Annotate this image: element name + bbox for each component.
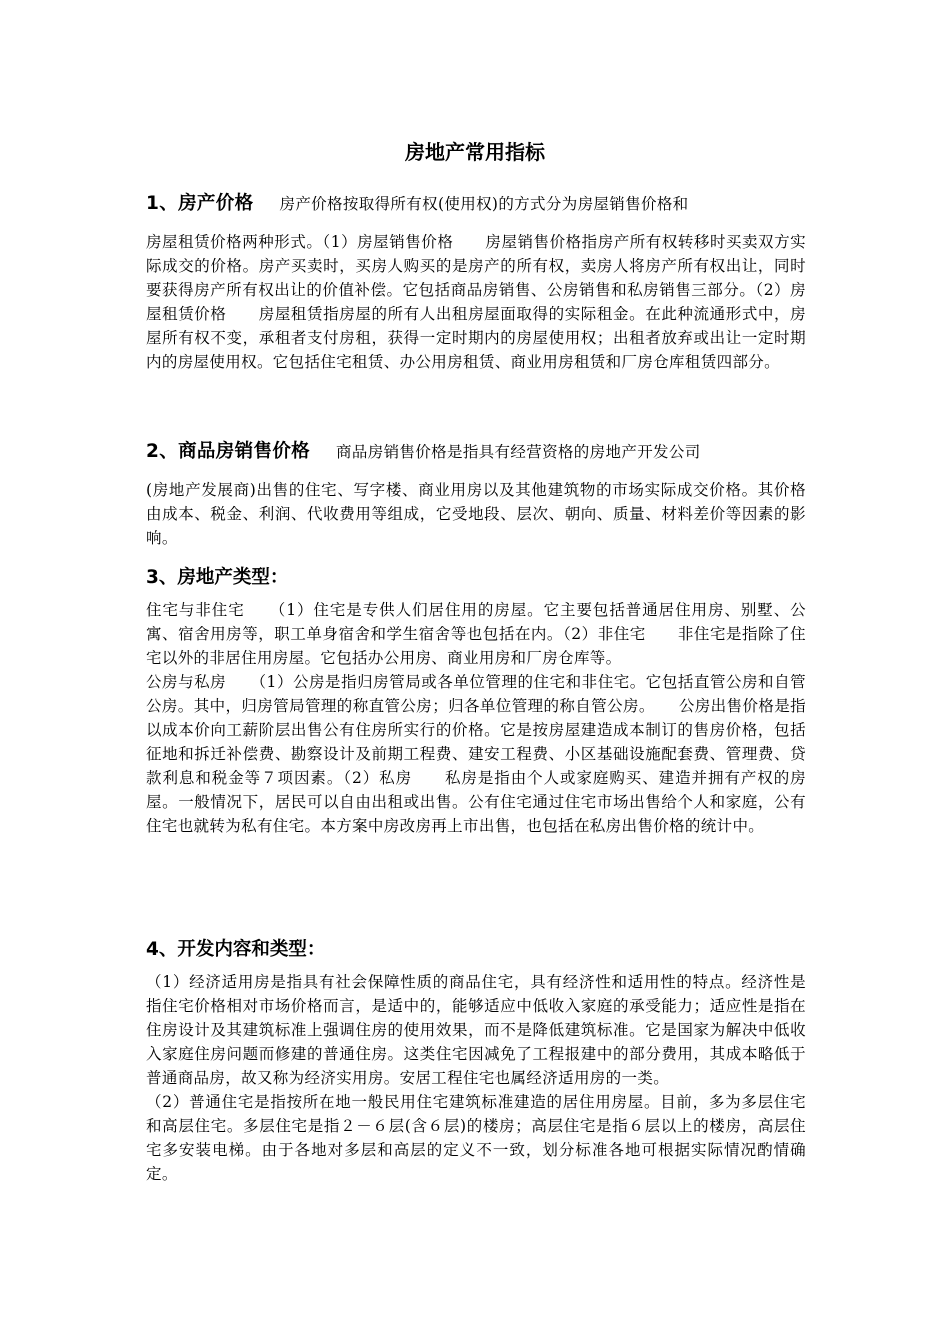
section-3-paragraph-2: 公房与私房 （1）公房是指归房管局或各单位管理的住宅和非住宅。它包括直管公房和自管公房。其中，归房管局管理的称直管公房；归各单位管理的称自管公房。 公房出售价格是指以成本价向工薪阶层出售公有住房所实行的价格。它是按房屋建造成本制订的售房价格，包括征地和拆迁补偿费、勘察设计及前期工程费、建安工程费、小区基础设施配套费、管理费、贷款利息和税金等７项因素。（2）私房 私房是指由个人或家庭购买、建造并拥有产权的房屋。一般情况下，居民可以自由出租或出售。公有住宅通过住宅市场出售给个人和家庭，公有住宅也就转为私有住宅。本方案中房改房再上市出售，也包括在私房出售价格的统计中。 [146, 673, 806, 835]
section-2-body [146, 478, 806, 550]
section-4-paragraph-2: （2）普通住宅是指按所在地一般民用住宅建筑标准建造的居住用房屋。目前，多为多层住宅和高层住宅。多层住宅是指２－６层(含６层)的楼房；高层住宅是指６层以上的楼房，高层住宅多安装电梯。由于各地对多层和高层的定义不一致，划分标准各地可根据实际情况酌情确定。 [146, 1093, 806, 1183]
section-1 [146, 186, 806, 374]
section-2-body-b: 发展商)出售的住宅、写字楼、商业用房以及其他建筑物的市场实际成交价格。其价格由成本、税金、利润、代收费用等组成，它受地段、层次、朝向、质量、材料差价等因素的影响。 [146, 481, 806, 547]
section-1-body: 房屋租赁价格两种形式。（1）房屋销售价格 房屋销售价格指房产所有权转移时买卖双方实际成交的价格。房产买卖时，买房人购买的是房产的所有权，卖房人将房产所有权出让，同时要获得房产所有权出让的价值补偿。它包括商品房销售、公房销售和私房销售三部分。（2）房屋租赁价格 房屋租赁指房屋的所有人出租房屋面取得的实际租金。在此种流通形式中，房屋所有权不变，承租者支付房租，获得一定时期内的房屋使用权；出租者放弃或出让一定时期内的房屋使用权。它包括住宅租赁、办公用房租赁、商业用房租赁和厂房仓库租赁四部分。 [146, 233, 806, 371]
section-3 [146, 560, 806, 838]
section-2-body-a: ( [146, 481, 153, 499]
section-2-heading: 2、商品房销售价格 [146, 441, 311, 462]
section-2-lead-b: 开发公司 [637, 443, 701, 461]
section-2 [146, 434, 806, 550]
section-2-lead-highlight: 房地产 [589, 443, 638, 461]
section-4 [146, 932, 806, 1186]
section-2-body-highlight: 房地产 [152, 481, 202, 499]
section-4-paragraph-1: （1）经济适用房是指具有社会保障性质的商品住宅，具有经济性和适用性的特点。经济性是指住宅价格相对市场价格而言，是适中的，能够适应中低收入家庭的承受能力；适应性是指在住房设计及其建筑标准上强调住房的使用效果，而不是降低建筑标准。它是国家为解决中低收入家庭住房问题而修建的普通住房。这类住宅因减免了工程报建中的部分费用，其成本略低于普通商品房，故又称为经济实用房。安居工程住宅也属经济适用房的一类。 [146, 973, 806, 1087]
section-2-lead-a: 商品房销售价格是指具有经营资格的 [336, 443, 590, 461]
section-1-heading: 1、房产价格 [146, 193, 254, 214]
document-title: 房地产常用指标 [405, 140, 545, 164]
section-1-lead: 房产价格按取得所有权(使用权)的方式分为房屋销售价格和 [279, 195, 689, 213]
section-3-heading: 3、房地产类型： [146, 567, 289, 588]
section-1-heading-line [146, 186, 806, 222]
section-3-paragraph-1: 住宅与非住宅 （1）住宅是专供人们居住用的房屋。它主要包括普通居住用房、别墅、公寓、宿舍用房等，职工单身宿舍和学生宿舍等也包括在内。（2）非住宅 非住宅是指除了住宅以外的非居住用房屋。它包括办公用房、商业用房和厂房仓库等。 [146, 601, 806, 667]
section-2-heading-line [146, 434, 806, 470]
section-4-heading: 4、开发内容和类型： [146, 939, 326, 960]
